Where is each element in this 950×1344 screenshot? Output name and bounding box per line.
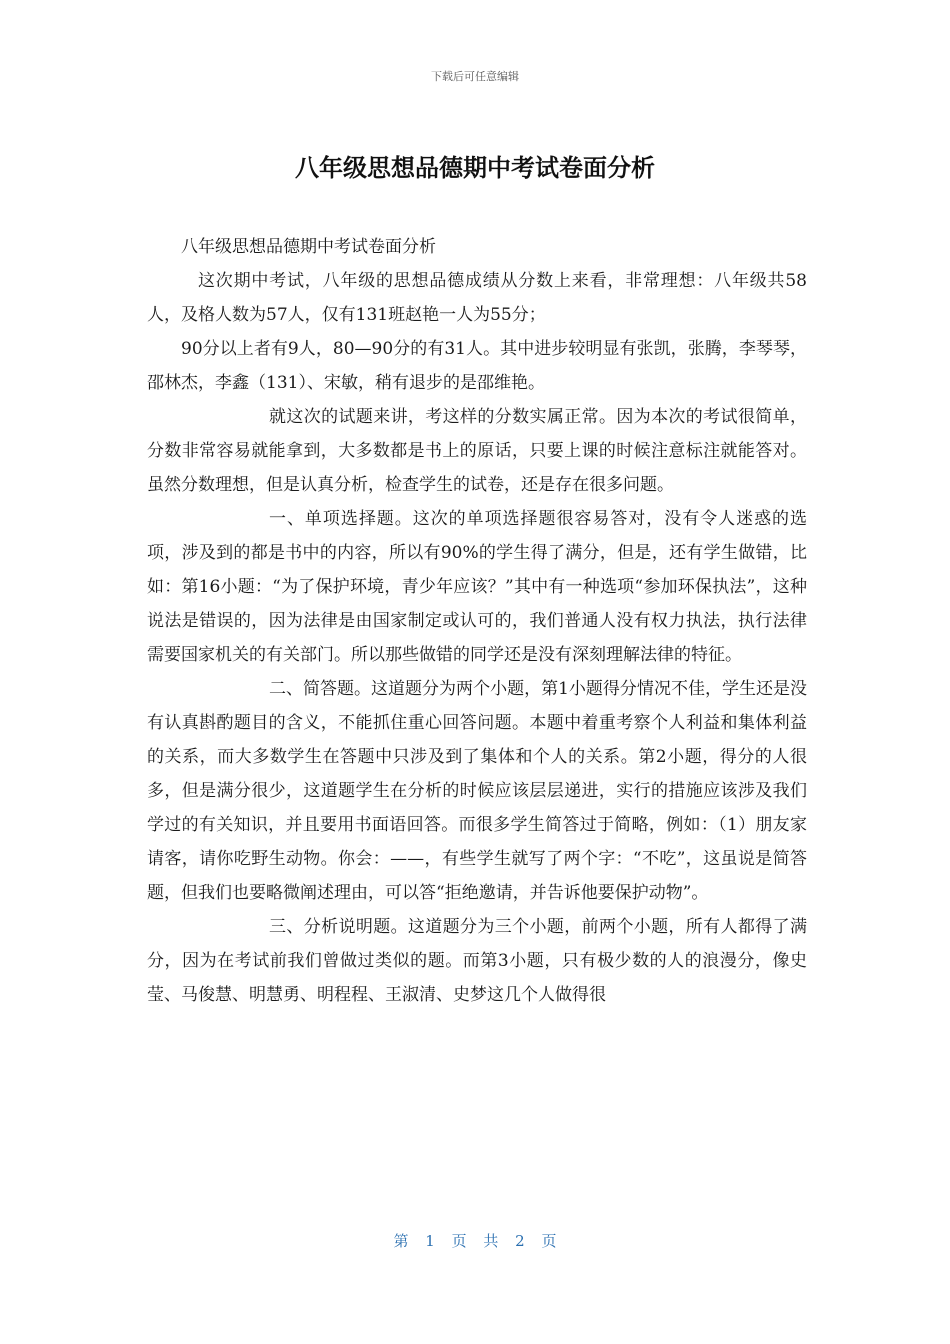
section-three-paragraph: 三、分析说明题。这道题分为三个小题，前两个小题，所有人都得了满分，因为在考试前我们曾做过类似的题。而第3小题，只有极少数的人的浪漫分，像史莹、马俊慧、明慧勇、明程程、王淑清、史梦这几个人做得很: [147, 917, 807, 1005]
page-number: 第 1 页 共 2 页: [393, 1232, 557, 1250]
document-title: 八年级思想品德期中考试卷面分析: [295, 154, 655, 182]
overview-paragraph: 就这次的试题来讲，考这样的分数实属正常。因为本次的考试很简单，分数非常容易就能拿到，大多数都是书上的原话，只要上课的时候注意标注就能答对。虽然分数理想，但是认真分析，检查学生的试卷，还是存在很多问题。: [147, 407, 807, 495]
section-one-paragraph: 一、单项选择题。这次的单项选择题很容易答对，没有令人迷惑的选项，涉及到的都是书中的内容，所以有90%的学生得了满分，但是，还有学生做错，比如：第16小题：“为了保护环境，青少年应该？”其中有一种选项“参加环保执法”，这种说法是错误的，因为法律是由国家制定或认可的，我们普通人没有权力执法，执行法律需要国家机关的有关部门。所以那些做错的同学还是没有深刻理解法律的特征。: [147, 509, 807, 665]
score-paragraph: 90分以上者有9人，80—90分的有31人。其中进步较明显有张凯，张腾，李琴琴，邵林杰，李鑫（131）、宋敏，稍有退步的是邵维艳。: [147, 339, 807, 393]
header-note: 下载后可任意编辑: [431, 70, 519, 83]
subtitle-paragraph: 八年级思想品德期中考试卷面分析: [181, 237, 436, 257]
section-two-paragraph: 二、简答题。这道题分为两个小题，第1小题得分情况不佳，学生还是没有认真斟酌题目的含义，不能抓住重心回答问题。本题中着重考察个人利益和集体利益的关系，而大多数学生在答题中只涉及到了集体和个人的关系。第2小题，得分的人很多，但是满分很少，这道题学生在分析的时候应该层层递进，实行的措施应该涉及我们学过的有关知识，并且要用书面语回答。而很多学生简答过于简略，例如：（1）朋友家请客，请你吃野生动物。你会：——，有些学生就写了两个字：“不吃”，这虽说是简答题，但我们也要略微阐述理由，可以答“拒绝邀请，并告诉他要保护动物”。: [147, 679, 807, 903]
document-body: [147, 230, 807, 1012]
intro-paragraph: 这次期中考试，八年级的思想品德成绩从分数上来看，非常理想：八年级共58人，及格人数为57人，仅有131班赵艳一人为55分；: [147, 271, 807, 325]
